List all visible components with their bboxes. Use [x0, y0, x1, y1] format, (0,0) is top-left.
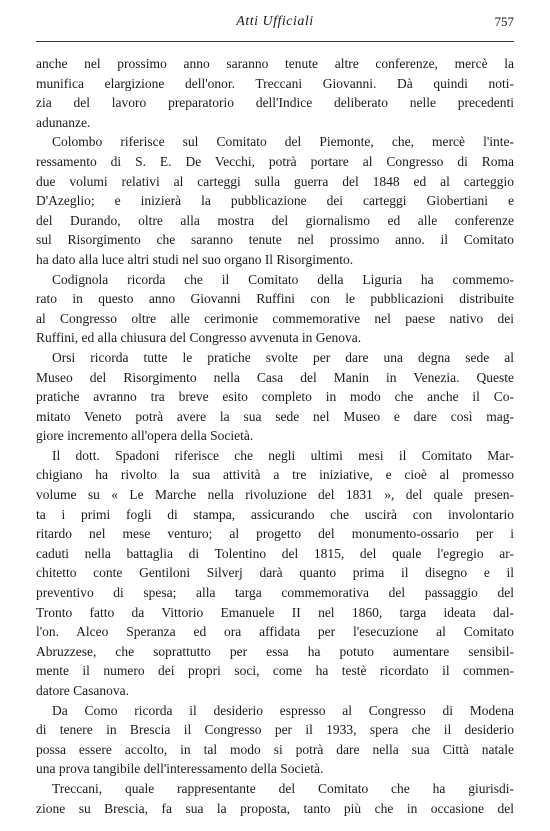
text-line: chitetto conte Gentiloni Silverj darà quanto prima il disegno e il — [36, 565, 514, 581]
text-line: volume su « Le Marche nella rivoluzione del 1831 », del quale presen- — [36, 487, 514, 503]
text-line: Il dott. Spadoni riferisce che negli ultimi mesi il Comitato Mar- — [52, 447, 514, 463]
running-title: Atti Ufficiali — [236, 14, 314, 29]
text-line: al Congresso oltre alle cerimonie commemorative nel paese nativo dei — [36, 310, 514, 326]
text-line: ta i primi fogli di stampa, assicurando che uscirà con involontario — [36, 506, 514, 522]
text-line: del Durando, oltre alla mostra del giornalismo ed alle conferenze — [36, 212, 514, 228]
text-line: Abruzzese, che soprattutto per essa ha potuto aumentare sensibil- — [36, 643, 514, 659]
text-line: datore Casanova. — [36, 683, 129, 698]
body-text — [36, 54, 514, 818]
text-line: l'on. Alceo Speranza ed ora affidata per l'esecuzione al Comitato — [36, 624, 514, 640]
text-line: zione su Brescia, fa sua la proposta, tanto più che in occasione del — [36, 800, 514, 816]
text-line: Da Como ricorda il desiderio espresso al Congresso di Modena — [52, 702, 514, 718]
text-line: rato in questo anno Giovanni Ruffini con le pubblicazioni distribuite — [36, 291, 514, 307]
text-line: giore incremento all'opera della Società. — [36, 428, 254, 444]
text-line: ressamento di S. E. De Vecchi, potrà portare al Congresso di Roma — [36, 153, 514, 169]
text-line: zia del lavoro preparatorio dell'Indice deliberato nelle precedenti — [36, 95, 514, 111]
page-number: 757 — [494, 14, 514, 29]
text-line: pratiche avranno tra breve esito completo in modo che anche il Co- — [36, 389, 514, 405]
text-line: due volumi relativi al carteggi sulla guerra del 1848 ed al carteggio — [36, 173, 514, 189]
text-line: Codignola ricorda che il Comitato della Liguria ha commemo- — [52, 271, 514, 287]
text-line: preventivo di spesa; alla targa commemorativa del passaggio del — [36, 585, 514, 601]
text-line: ritardo nel mese venturo; al progetto del monumento-ossario per i — [36, 526, 514, 542]
text-line: adunanze. — [36, 114, 91, 130]
text-line: Orsi ricorda tutte le pratiche svolte per dare una degna sede al — [52, 349, 514, 365]
text-line: Museo del Risorgimento nella Casa del Manin in Venezia. Queste — [36, 369, 514, 385]
header-rule — [36, 41, 514, 42]
text-line: Treccani, quale rappresentante del Comitato che ha giurisdi- — [52, 780, 514, 796]
text-line: Ruffini, ed alla chiusura del Congresso avvenuta in Genova. — [36, 330, 362, 346]
text-line: caduti nella battaglia di Tolentino del 1815, del quale l'egregio ar- — [36, 545, 514, 561]
text-line: di tenere in Brescia il Congresso per il 1933, spera che il desiderio — [36, 722, 514, 738]
text-line: sul Risorgimento che saranno tenute nel prossimo anno. il Comitato — [36, 232, 514, 248]
text-line: chigiano ha rivolto la sua attività a tre iniziative, e cioè al promesso — [36, 467, 514, 483]
text-line: mitato Veneto potrà avere la sua sede nel Museo e dare così mag- — [36, 408, 514, 424]
text-line: munifica elargizione dell'onor. Treccani Giovanni. Dà quindi noti- — [36, 75, 514, 91]
text-line: D'Azeglio; e inizierà la pubblicazione dei carteggi Giobertiani e — [36, 193, 514, 209]
text-line: possa essere accolto, in tal modo si potrà dare nella sua Città natale — [36, 741, 514, 757]
text-line: ha dato alla luce altri studi nel suo organo Il Risorgimento. — [36, 251, 354, 267]
text-line: una prova tangibile dell'interessamento della Società. — [36, 761, 324, 777]
page-header — [36, 6, 514, 40]
text-line: Colombo riferisce sul Comitato del Piemonte, che, mercè l'inte- — [52, 134, 514, 150]
text-line: anche nel prossimo anno saranno tenute altre conferenze, mercè la — [36, 56, 514, 71]
text-line: mente il numero dei propri soci, come ha testè ricordato il commen- — [36, 663, 514, 679]
text-line: Tronto fatto da Vittorio Emanuele II nel 1860, targa ideata dal- — [36, 604, 514, 620]
